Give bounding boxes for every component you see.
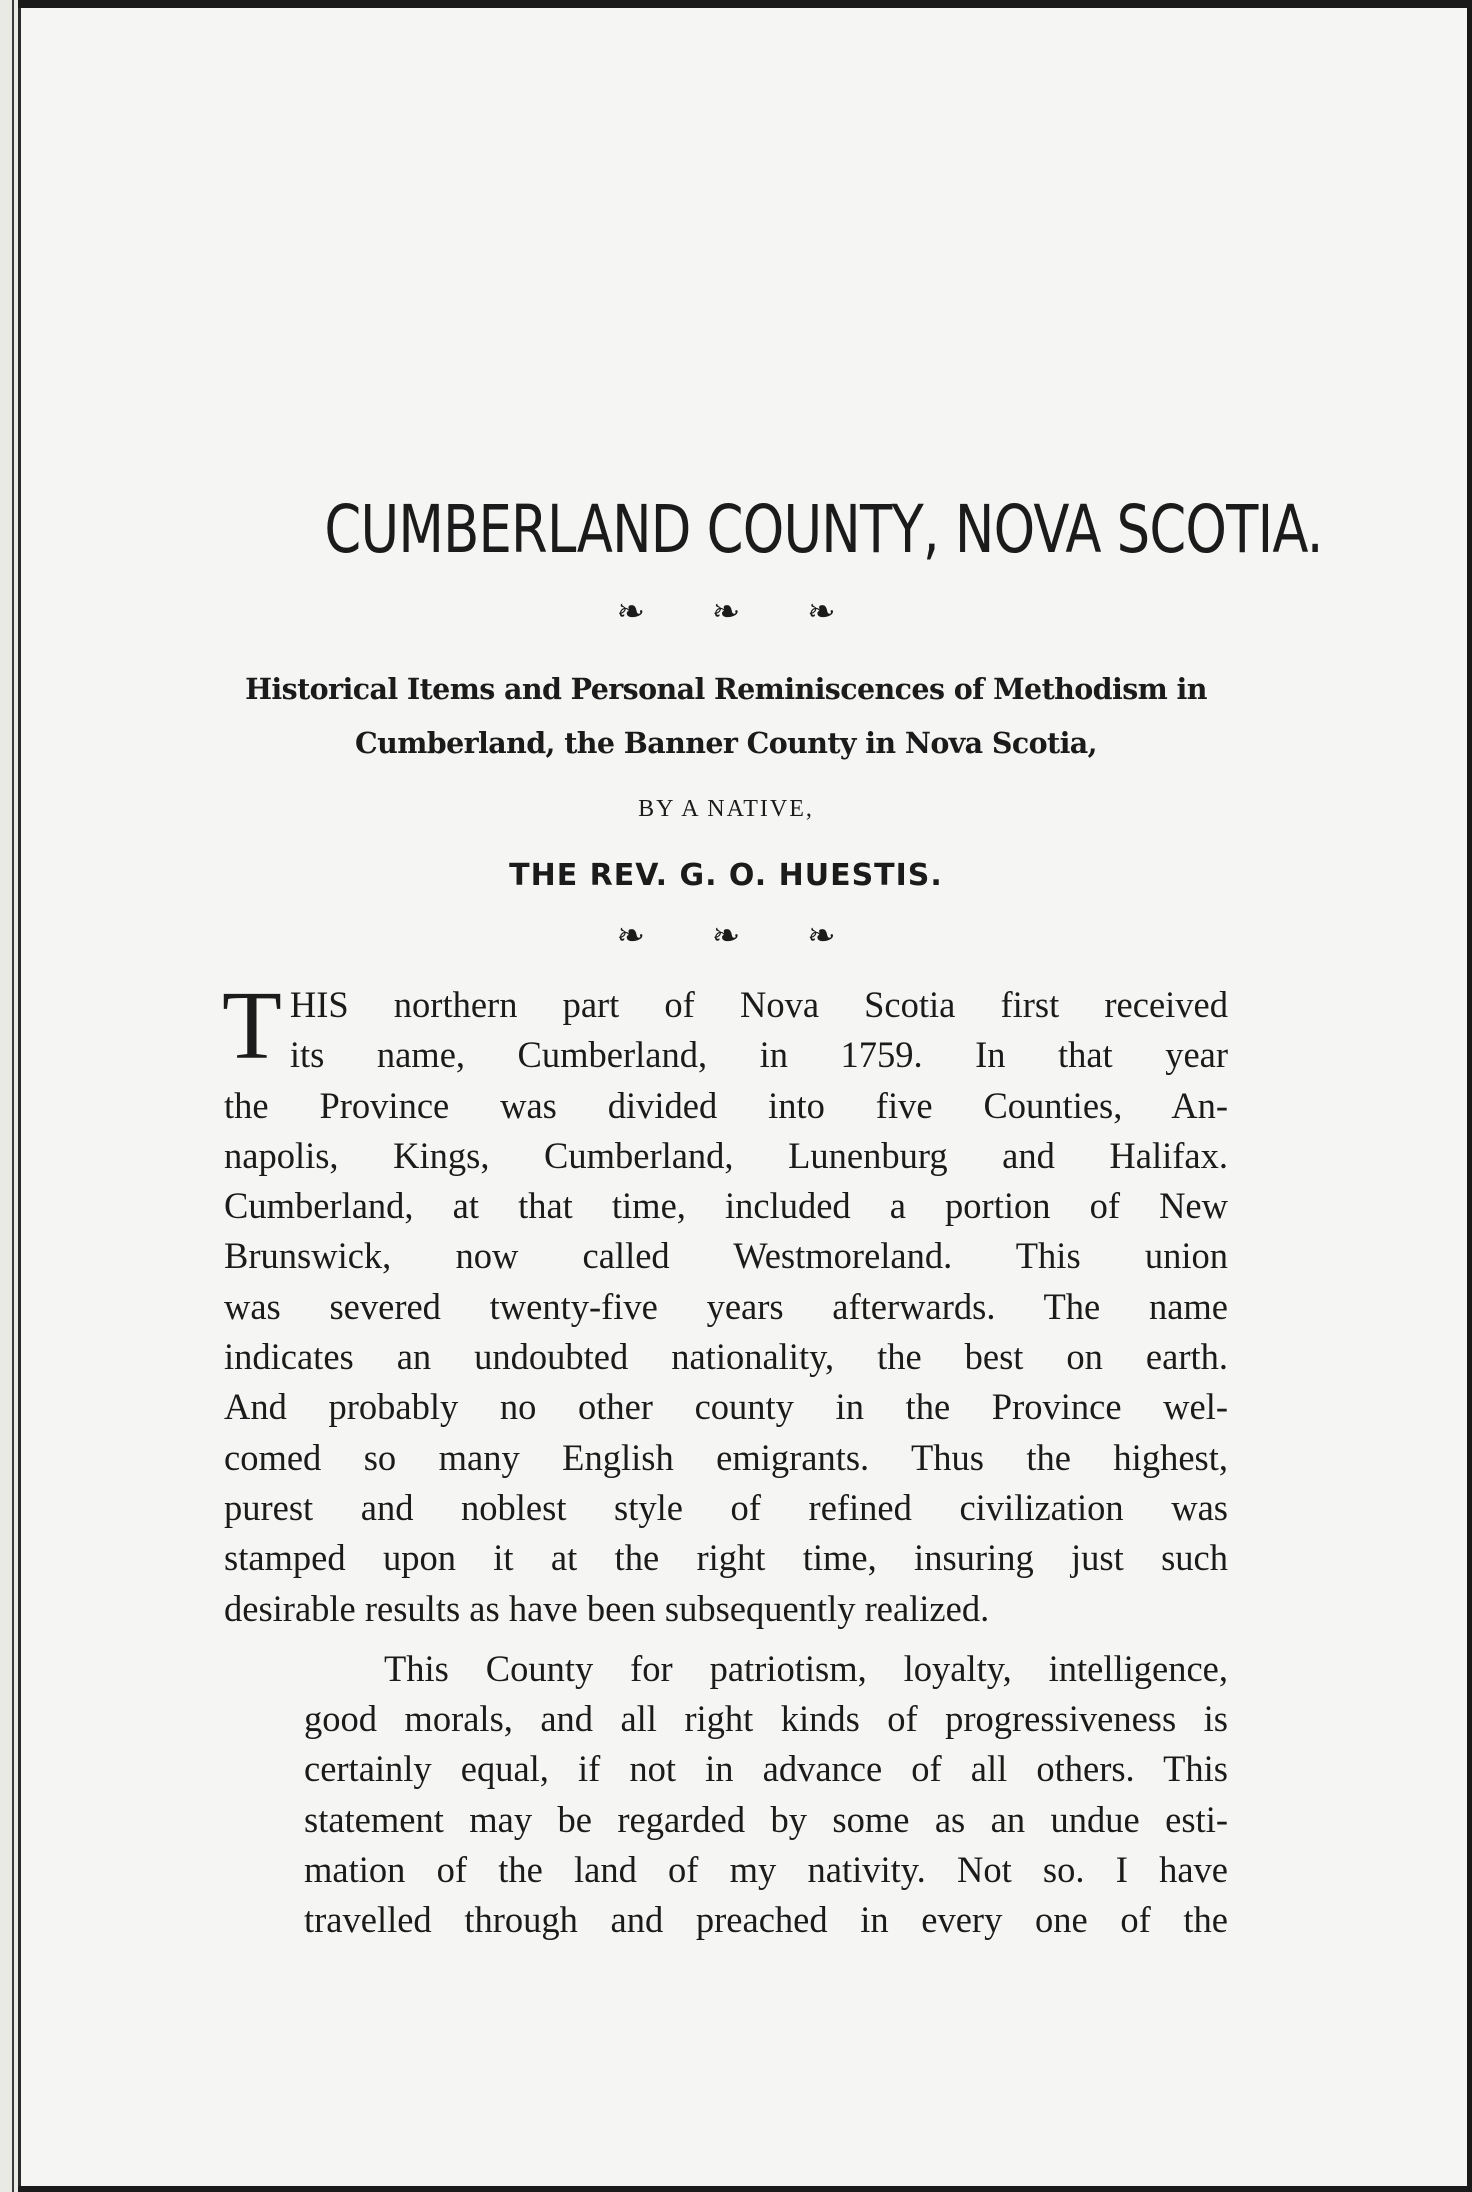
text-line: desirable results as have been subsequently realized. <box>224 1587 990 1629</box>
text-line: HIS northern part of Nova Scotia first received <box>289 984 1228 1025</box>
text-line: And probably no other county in the Province wel- <box>224 1386 1228 1428</box>
text-line: its name, Cumberland, in 1759. In that year <box>289 1034 1228 1076</box>
binding-rule <box>12 0 14 2192</box>
page-title: CUMBERLAND COUNTY, NOVA SCOTIA. <box>324 491 1323 568</box>
fleuron-icon: ❧ <box>616 916 645 956</box>
text-line: This County for patriotism, loyalty, intelligence, <box>384 1647 1228 1689</box>
fleuron-icon: ❧ <box>711 592 741 632</box>
page-content <box>222 490 1323 1946</box>
author-name: THE REV. G. O. HUESTIS. <box>509 858 943 893</box>
text-line: purest and noblest style of refined civilization was <box>224 1486 1228 1528</box>
article-body <box>222 972 1228 1946</box>
byline: BY A NATIVE, <box>638 796 814 822</box>
text-line: napolis, Kings, Cumberland, Lunenburg and Halifax. <box>224 1134 1228 1176</box>
text-line: mation of the land of my nativity. Not so. I have <box>304 1849 1228 1891</box>
ornament-divider-bottom <box>224 916 1228 956</box>
fleuron-icon: ❧ <box>807 592 836 632</box>
subtitle-line: Cumberland, the Banner County in Nova Scotia, <box>354 726 1097 760</box>
text-line: Cumberland, at that time, included a portion of New <box>224 1185 1228 1227</box>
text-line: indicates an undoubted nationality, the best on earth. <box>224 1336 1228 1378</box>
text-line: the Province was divided into five Counties, An- <box>224 1084 1228 1126</box>
paragraph-2 <box>224 1644 1228 1946</box>
text-line: good morals, and all right kinds of progressiveness is <box>304 1698 1228 1740</box>
ornament-divider-top <box>224 592 1228 632</box>
page-left-edge <box>0 0 18 2192</box>
drop-cap: T <box>222 972 282 1080</box>
text-line: stamped upon it at the right time, insuring just such <box>224 1537 1228 1579</box>
subtitle <box>224 662 1228 770</box>
text-line: travelled through and preached in every one of the <box>304 1899 1228 1941</box>
text-line: was severed twenty-five years afterwards. The name <box>224 1285 1228 1327</box>
fleuron-icon: ❧ <box>807 916 836 956</box>
paragraph-1 <box>222 972 1228 1634</box>
text-line: certainly equal, if not in advance of all others. This <box>304 1748 1228 1790</box>
text-line: comed so many English emigrants. Thus the highest, <box>224 1436 1228 1478</box>
fleuron-icon: ❧ <box>616 592 645 632</box>
fleuron-icon: ❧ <box>711 916 741 956</box>
text-line: statement may be regarded by some as an undue esti- <box>304 1798 1228 1840</box>
subtitle-line: Historical Items and Personal Reminiscences of Methodism in <box>245 672 1207 706</box>
text-line: Brunswick, now called Westmoreland. This union <box>224 1235 1228 1277</box>
